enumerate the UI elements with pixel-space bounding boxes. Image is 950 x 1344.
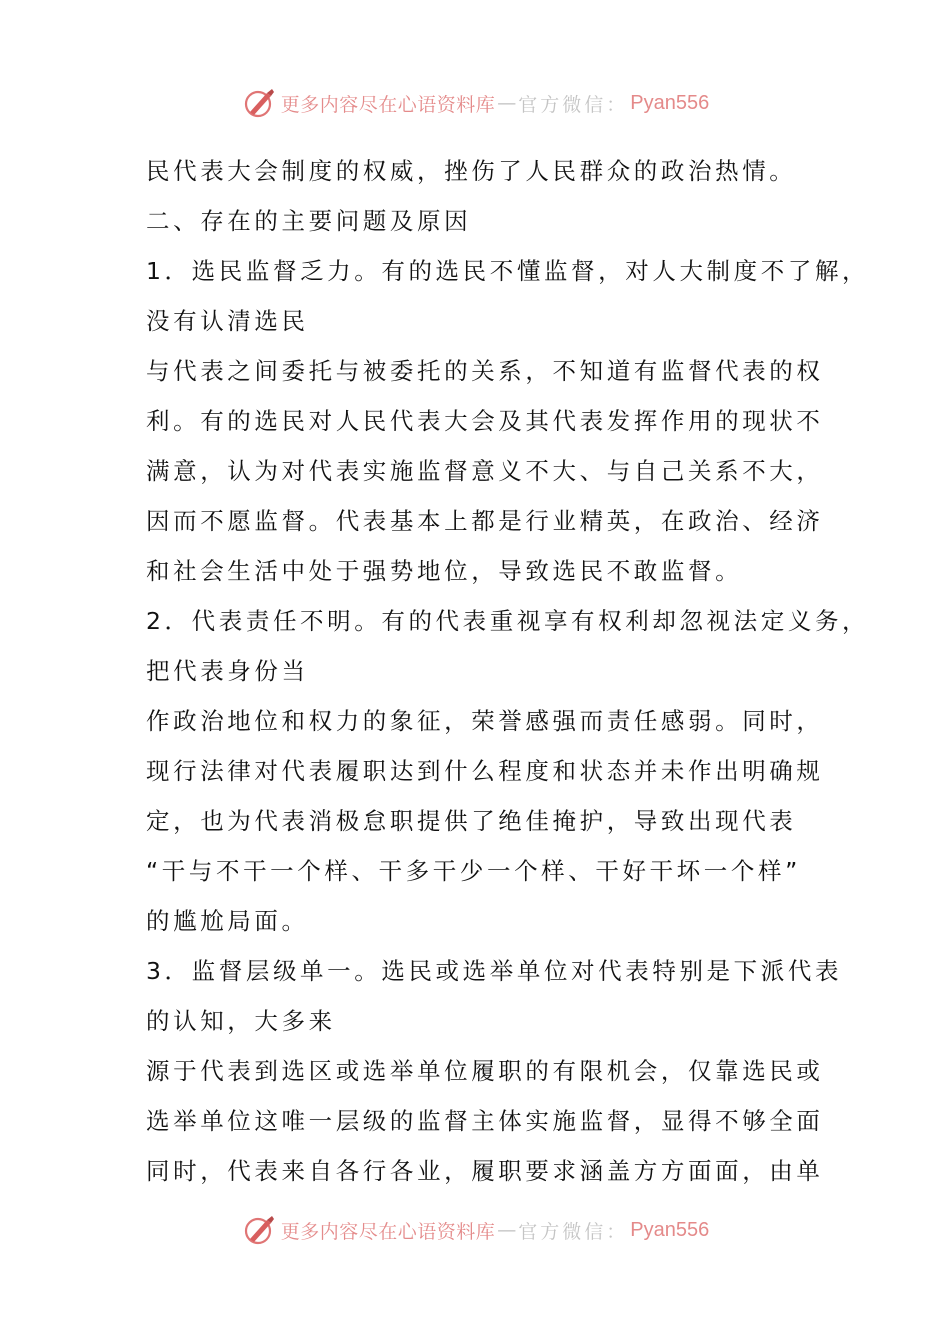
text-line: 的认知，大多来 — [146, 1007, 336, 1035]
text-line: 和社会生活中处于强势地位，导致选民不敢监督。 — [146, 557, 743, 585]
text-line: 民代表大会制度的权威，挫伤了人民群众的政治热情。 — [146, 157, 797, 185]
watermark-separator: — — [497, 92, 517, 114]
text-line: 定，也为代表消极怠职提供了绝佳掩护，导致出现代表 — [146, 807, 797, 835]
text-line: 满意，认为对代表实施监督意义不大、与自己关系不大， — [146, 457, 824, 485]
watermark-wechat-id: Pyan556 — [630, 91, 710, 114]
text-line: 作政治地位和权力的象征，荣誉感强而责任感弱。同时， — [146, 707, 824, 735]
text-line: 没有认清选民 — [146, 307, 309, 335]
text-line: “干与不干一个样、干多干少一个样、干好干坏一个样” — [146, 857, 801, 885]
watermark-label: 官方微信： — [518, 1220, 629, 1243]
text-line: 把代表身份当 — [146, 657, 309, 685]
text-line: 现行法律对代表履职达到什么程度和状态并未作出明确规 — [146, 757, 824, 785]
watermark-wechat-id: Pyan556 — [630, 1218, 710, 1241]
text-line: 1．选民监督乏力。有的选民不懂监督，对人大制度不了解， — [146, 257, 870, 285]
text-line: 2．代表责任不明。有的代表重视享有权利却忽视法定义务， — [146, 607, 870, 635]
watermark-banner-bottom — [0, 1210, 950, 1250]
pen-logo-icon — [241, 85, 277, 121]
text-line: 的尴尬局面。 — [146, 907, 309, 935]
text-line: 利。有的选民对人民代表大会及其代表发挥作用的现状不 — [146, 407, 824, 435]
watermark-label: 官方微信： — [518, 93, 629, 116]
section-heading: 二、存在的主要问题及原因 — [146, 207, 472, 235]
watermark-text: 更多内容尽在心语资料库 — [280, 1220, 496, 1243]
text-line: 选举单位这唯一层级的监督主体实施监督，显得不够全面 — [146, 1107, 824, 1135]
text-line: 因而不愿监督。代表基本上都是行业精英，在政治、经济 — [146, 507, 824, 535]
watermark-separator: — — [497, 1219, 517, 1241]
watermark-banner-top — [0, 83, 950, 123]
text-line: 同时，代表来自各行各业，履职要求涵盖方方面面，由单 — [146, 1157, 824, 1185]
pen-logo-icon — [241, 1212, 277, 1248]
text-line: 与代表之间委托与被委托的关系，不知道有监督代表的权 — [146, 357, 824, 385]
watermark-text: 更多内容尽在心语资料库 — [280, 93, 496, 116]
document-body — [146, 146, 870, 1196]
text-line: 3．监督层级单一。选民或选举单位对代表特别是下派代表 — [146, 957, 843, 985]
text-line: 源于代表到选区或选举单位履职的有限机会，仅靠选民或 — [146, 1057, 824, 1085]
